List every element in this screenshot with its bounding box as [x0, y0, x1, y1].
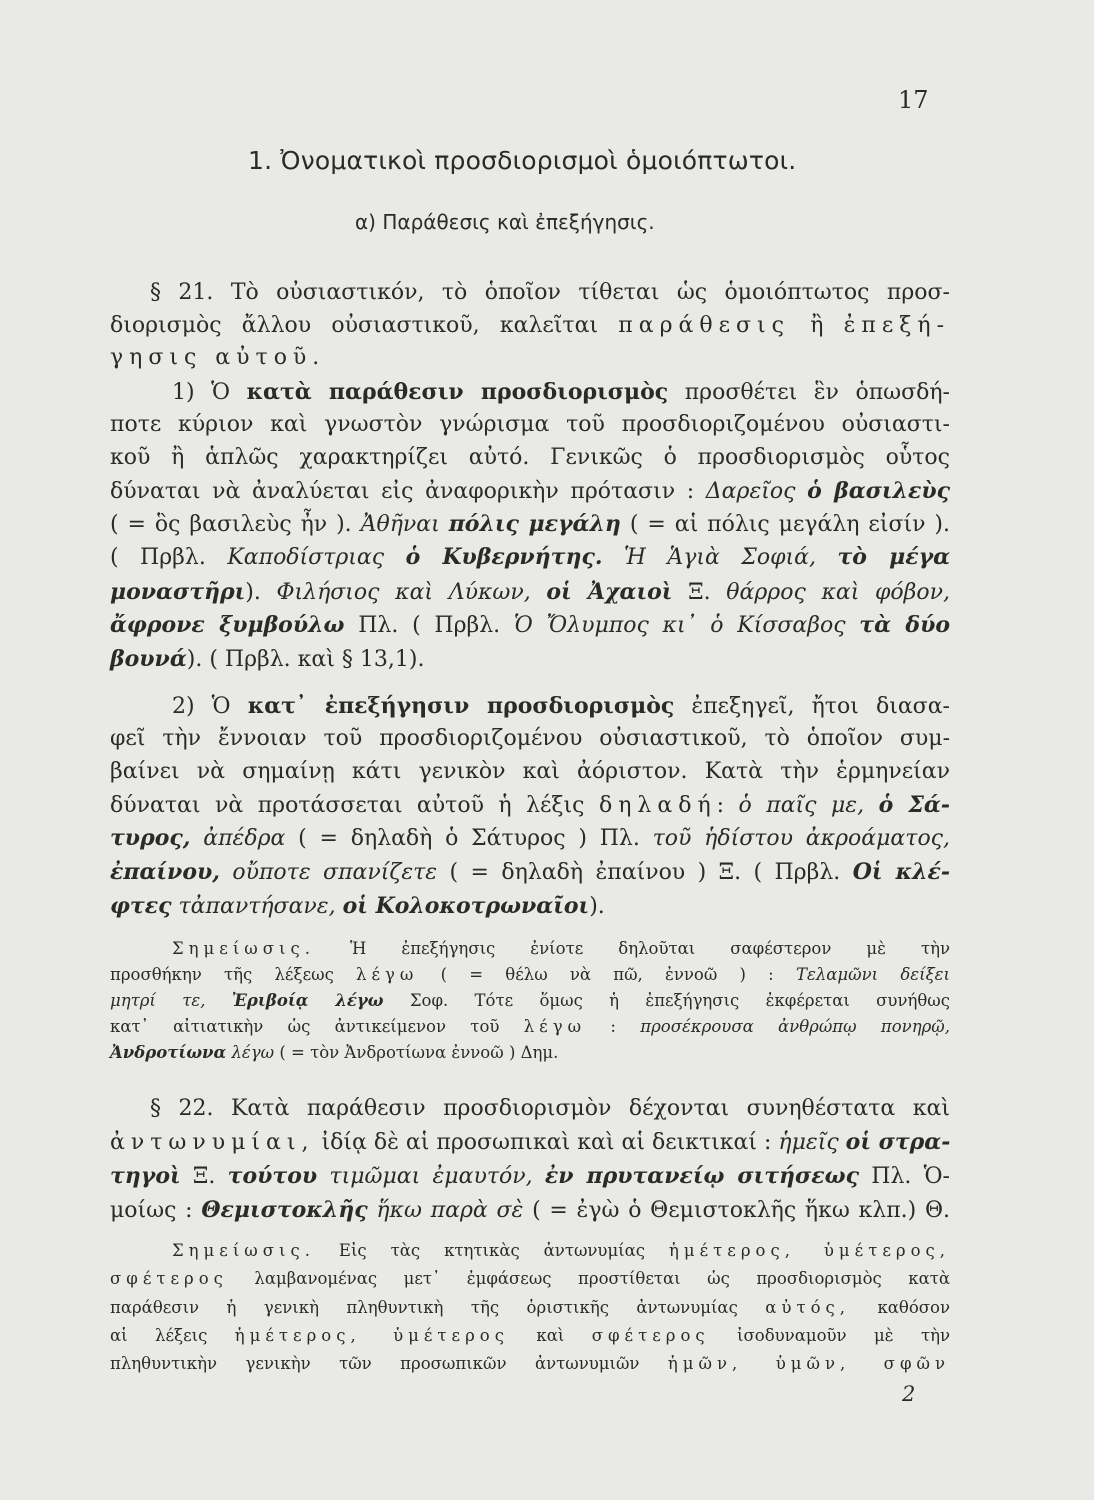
s21-note-line-3 [110, 990, 950, 1012]
bold-italic-text: τὰ δύο [859, 612, 951, 638]
s22-note-line-2 [110, 1268, 950, 1290]
spaced-term: λέγω [523, 1017, 587, 1036]
s21-p2-line-2: ποτε κύριον καὶ γνωστὸν γνώρισμα τοῦ προσδιοριζομένου οὐσιαστι- [110, 412, 950, 437]
s21-note-line-2 [110, 964, 950, 986]
bold-italic-text: Θεμιστοκλῆς [201, 1197, 368, 1223]
italic-example: τἀπαντήσανε, [178, 894, 336, 919]
bold-italic-text: πόλις μεγάλη [448, 511, 621, 537]
italic-example: μητρί τε, [110, 991, 232, 1010]
text-span: αἱ λέξεις [110, 1326, 235, 1345]
bold-example [546, 579, 672, 605]
s21-p2-line-1 [172, 377, 950, 408]
spaced-term: αὐτός, [765, 1298, 850, 1317]
bold-example [859, 612, 950, 638]
italic-example: ἀπέδρα [203, 826, 286, 851]
text-span: ( Πρβλ. [110, 545, 228, 570]
text-span: ( = θέλω νὰ πῶ, ἐννοῶ ) : [418, 965, 796, 984]
text-span: ( = δηλαδὴ ὁ Σάτυρος ) Πλ. [285, 826, 653, 851]
text-span: πληθυντικὴν γενικὴν τῶν προσωπικῶν ἀντωνυμιῶν [110, 1354, 668, 1373]
bold-italic-text: οἱ Ἀχαιοὶ [546, 579, 673, 605]
bold-example [110, 612, 345, 638]
s21-line-1: § 21. Τὸ οὐσιαστικόν, τὸ ὁποῖον τίθεται ὡς ὁμοιόπτωτος προσ- [150, 280, 950, 305]
text-span: λαμβανομένας μετ᾿ ἐμφάσεως προστίθεται ὡς προσδιορισμὸς κατὰ [227, 1269, 950, 1288]
s22-note-line-5 [110, 1353, 950, 1375]
bold-example [853, 859, 950, 885]
italic-example: Τελαμῶνι δείξει [795, 965, 950, 984]
text-span: καθόσον [850, 1298, 951, 1317]
bold-italic-text: τηγοὶ [110, 1163, 181, 1189]
text-span: ( = ὃς βασιλεὺς ἦν ). [110, 512, 361, 537]
bold-italic-text: ἐν πρυτανείῳ σιτήσεως [544, 1163, 859, 1189]
bold-italic-text: φτες [110, 893, 172, 919]
bold-example [406, 544, 603, 570]
bold-term: κατὰ παράθεσιν προσδιορισμὸς [246, 379, 669, 405]
text-span: : [586, 1017, 641, 1036]
bold-italic-text: τυρος, [110, 825, 191, 851]
text-span: Ξ. [180, 1164, 228, 1189]
text-span: Πλ. ( Πρβλ. [344, 613, 514, 638]
text-span: ἰσοδυναμοῦν μὲ τὴν [709, 1326, 950, 1345]
bold-italic-text: ἐπαίνου, [110, 859, 220, 885]
italic-example: Ὁ Ὄλυμπος κι᾿ ὁ Κίσσαβος [513, 613, 846, 638]
italic-example: ἡμεῖς [778, 1130, 839, 1155]
spaced-term: παράθεσις [618, 313, 790, 338]
italic-example: Φιλήσιος καὶ Λύκων, [276, 580, 531, 605]
bold-italic-text: ἄφρονε ξυμβούλω [110, 612, 345, 638]
text-span: Ξ. [672, 580, 727, 605]
bold-example [545, 1163, 859, 1189]
chapter-heading: 1. Ὀνοματικοὶ προσδιορισμοὶ ὁμοιόπτωτοι. [248, 146, 797, 175]
s22-note-line-1 [172, 1240, 950, 1262]
text-span: Σοφ. Τότε ὅμως ἡ ἐπεξήγησις ἐκφέρεται συνήθως [383, 991, 951, 1010]
text-span: προσθέτει ἓν ὁπωσδή- [668, 380, 950, 405]
bold-italic-text: οἱ στρα- [845, 1129, 951, 1155]
s21-p2-line-7 [110, 577, 950, 608]
italic-example: Καποδίστριας [227, 545, 385, 570]
italic-example: προσέκρουσα ἀνθρώπῳ πονηρῷ, [640, 1017, 950, 1036]
s22-note-line-3 [110, 1297, 950, 1319]
bold-example [837, 544, 950, 570]
text-span: παράθεσιν ἡ γενικὴ πληθυντικὴ τῆς ὁριστικῆς ἀντωνυμίας [110, 1298, 766, 1317]
s21-line-2 [110, 311, 950, 341]
text-span: ἐπεξηγεῖ, ἤτοι διασα- [674, 694, 950, 719]
spaced-term: σφέτερος [591, 1326, 710, 1345]
bold-italic-text: τούτου [227, 1163, 318, 1189]
s22-line-1: § 22. Κατὰ παράθεσιν προσδιορισμὸν δέχονται συνηθέστατα καὶ [150, 1096, 950, 1121]
spaced-term: σφέτερος [110, 1269, 228, 1288]
bold-example [232, 991, 384, 1010]
bold-example [110, 825, 190, 851]
bold-example [110, 893, 171, 919]
bold-italic-text: οἱ Κολοκοτρωναῖοι [342, 893, 590, 919]
bold-example [449, 511, 621, 537]
s21-p2-line-4 [110, 476, 950, 507]
bold-italic-text: ὁ Σά- [878, 792, 950, 818]
bold-example [110, 646, 187, 672]
spaced-term: ἡμέτερος, ὑμέτερος, [669, 1241, 950, 1260]
italic-example: λέγω [231, 1043, 275, 1062]
italic-example: Ἀθῆναι [360, 512, 440, 537]
spaced-term: Σημείωσις. [172, 939, 315, 958]
bold-italic-text: ὁ Κυβερνήτης. [405, 544, 603, 570]
text-span: ἢ [790, 313, 844, 338]
bold-example [110, 1043, 226, 1062]
bold-italic-text: ὁ βασιλεὺς [807, 478, 950, 504]
s21-note-line-4 [110, 1016, 950, 1038]
text-span: ). ( Πρβλ. καὶ § 13,1). [186, 647, 425, 672]
bold-example [879, 792, 950, 818]
text-span: προσθήκην τῆς λέξεως [110, 965, 357, 984]
text-span: διορισμὸς ἄλλου οὐσιαστικοῦ, καλεῖται [110, 313, 619, 338]
s21-p3-line-6 [110, 857, 950, 888]
bold-italic-text: Ἀνδροτίωνα [110, 1043, 227, 1062]
spaced-term: ἡμέτερος, ὑμέτερος [234, 1326, 509, 1345]
page-number: 17 [898, 86, 929, 114]
text-span: 1) Ὁ [172, 380, 247, 405]
spaced-term: ἐπεξή- [843, 313, 951, 338]
italic-example: τοῦ ἡδίστου ἀκροάματος, [652, 826, 950, 851]
bold-italic-text: Ἐριβοίᾳ λέγω [231, 991, 384, 1010]
bold-example [343, 893, 590, 919]
s21-p3-line-2: φεῖ τὴν ἔννοιαν τοῦ προσδιοριζομένου οὐσιαστικοῦ, τὸ ὁποῖον συμ- [110, 726, 950, 751]
bold-example [110, 859, 220, 885]
s21-p3-line-5 [110, 823, 950, 854]
text-span: μοίως : [110, 1198, 202, 1223]
bold-example [846, 1129, 951, 1155]
text-span: : [716, 793, 739, 818]
text-span: ( = τὸν Ἀνδροτίωνα ἐννοῶ ) Δημ. [274, 1043, 559, 1062]
s21-p2-line-5 [110, 509, 950, 540]
italic-example: τιμῶμαι ἐμαυτόν, [329, 1164, 533, 1189]
s22-note-line-4 [110, 1325, 950, 1347]
subsection-heading: α) Παράθεσις καὶ ἐπεξήγησις. [355, 210, 655, 234]
text-span: ). [245, 580, 277, 605]
bold-term: κατ᾿ ἐπεξήγησιν προσδιορισμὸς [247, 693, 675, 719]
italic-example: οὔποτε σπανίζετε [232, 860, 438, 885]
text-span: καὶ [508, 1326, 592, 1345]
text-span: Ἡ ἐπεξήγησις ἐνίοτε δηλοῦται σαφέστερον μὲ τὴν [314, 939, 950, 958]
text-span: ( = ἐγὼ ὁ Θεμιστοκλῆς ἥκω κλπ.) Θ. [523, 1198, 951, 1223]
spaced-term: δηλαδή [598, 793, 717, 818]
s21-p2-line-9 [110, 644, 950, 675]
bold-example [807, 478, 950, 504]
italic-example: θάρρος καὶ φόβον, [726, 580, 950, 605]
s21-p3-line-7 [110, 891, 950, 922]
folio-signature: 2 [902, 1382, 916, 1406]
spaced-term: λέγω [356, 965, 419, 984]
bold-italic-text: μοναστῆρι [110, 579, 246, 605]
s21-note-line-1 [172, 938, 950, 960]
spaced-term: ἀντωνυμίαι, [110, 1130, 315, 1155]
text-span: δύναται νὰ προτάσσεται αὐτοῦ ἡ λέξις [110, 793, 599, 818]
s21-p2-line-3: κοῦ ἢ ἁπλῶς χαρακτηρίζει αὐτό. Γενικῶς ὁ προσδιορισμὸς οὗτος [110, 445, 950, 470]
text-span: ). [589, 894, 605, 919]
bold-example [110, 1163, 181, 1189]
text-span: ( = αἱ πόλις μεγάλη εἰσίν ). [620, 512, 950, 537]
text-span: Εἰς τὰς κτητικὰς ἀντωνυμίας [314, 1241, 669, 1260]
italic-example: ὁ παῖς με, [738, 793, 865, 818]
bold-example [110, 579, 245, 605]
text-span: ( = δηλαδὴ ἐπαίνου ) Ξ. ( Πρβλ. [437, 860, 853, 885]
italic-example: ἥκω παρὰ σὲ [376, 1198, 524, 1223]
s22-line-2 [110, 1127, 950, 1158]
s22-line-4 [110, 1195, 950, 1226]
spaced-term: Σημείωσις. [172, 1241, 315, 1260]
italic-example: Δαρεῖος [705, 479, 796, 504]
bold-italic-text: Οἱ κλέ- [852, 859, 950, 885]
bold-example [201, 1197, 367, 1223]
s21-line-3: γησις αὐτοῦ. [110, 345, 326, 370]
spaced-term: ἡμῶν, ὑμῶν, σφῶν [667, 1354, 950, 1373]
s22-line-3 [110, 1161, 950, 1192]
s21-p3-line-3: βαίνει νὰ σημαίνῃ κάτι γενικὸν καὶ ἀόριστον. Κατὰ τὴν ἑρμηνείαν [110, 759, 950, 784]
text-span: ἰδίᾳ δὲ αἱ προσωπικαὶ καὶ αἱ δεικτικαί : [314, 1130, 779, 1155]
s21-p2-line-8 [110, 610, 950, 641]
text-span: 2) Ὁ [172, 694, 248, 719]
s21-p2-line-6 [110, 542, 950, 573]
bold-italic-text: τὸ μέγα [837, 544, 951, 570]
text-span: δύναται νὰ ἀναλύεται εἰς ἀναφορικὴν πρότασιν : [110, 479, 706, 504]
text-span: Πλ. Ὁ- [858, 1164, 950, 1189]
bold-example [228, 1163, 317, 1189]
bold-italic-text: βουνά [110, 646, 187, 672]
s21-note-line-5 [110, 1042, 950, 1064]
s21-p3-line-4 [110, 790, 950, 821]
text-span: κατ᾿ αἰτιατικὴν ὡς ἀντικείμενον τοῦ [110, 1017, 524, 1036]
italic-example: Ἡ Ἁγιὰ Σοφιά, [624, 545, 816, 570]
s21-p3-line-1 [172, 691, 950, 722]
